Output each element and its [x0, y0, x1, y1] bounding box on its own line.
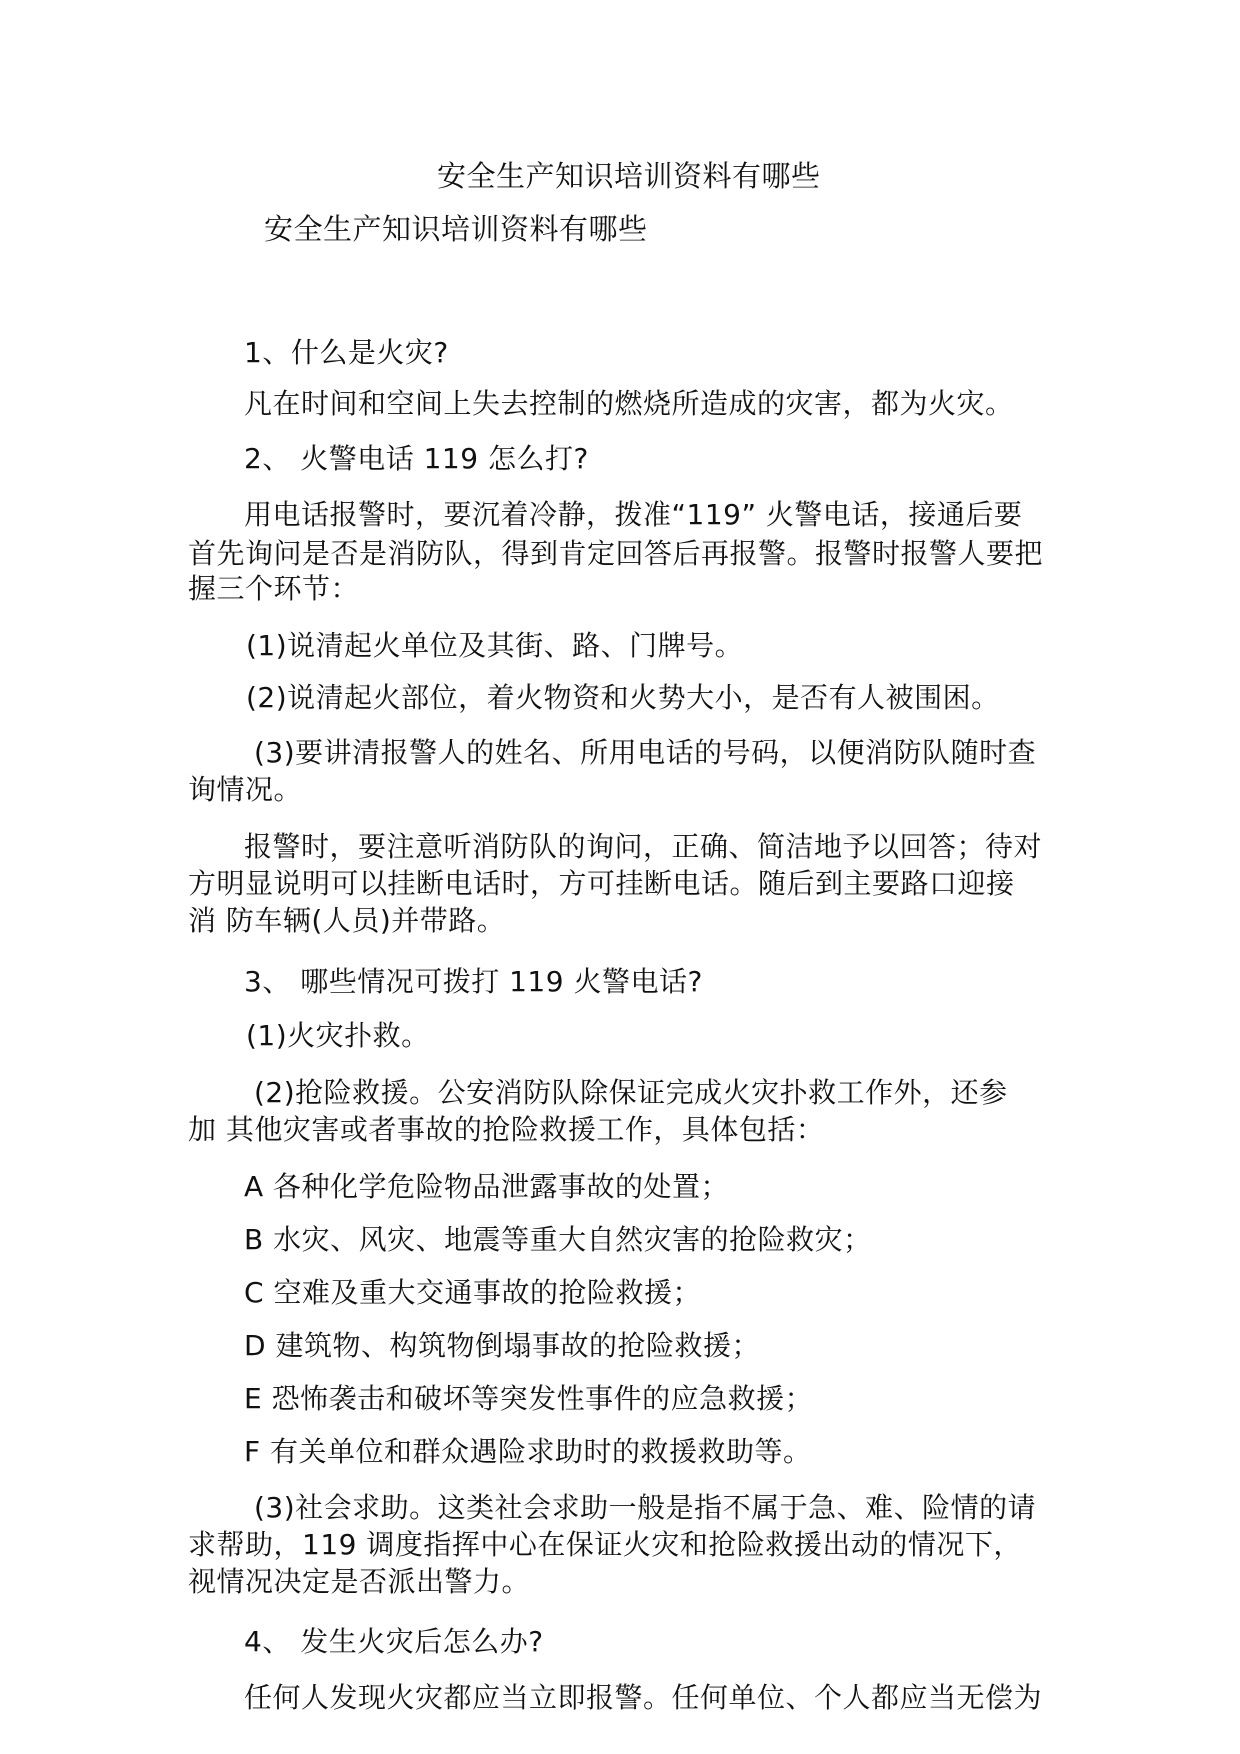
document-subtitle: 安全生产知识培训资料有哪些 — [264, 212, 648, 246]
document-title: 安全生产知识培训资料有哪些 — [437, 159, 821, 193]
paragraph-line: 消 防车辆(人员)并带路。 — [188, 904, 506, 937]
list-item: B 水灾、风灾、地震等重大自然灾害的抢险救灾； — [244, 1223, 872, 1256]
heading-4: 4、 发生火灾后怎么办? — [244, 1625, 544, 1658]
list-item: (3)要讲清报警人的姓名、所用电话的号码，以便消防队随时查 — [254, 736, 1037, 769]
heading-1: 1、什么是火灾? — [244, 336, 449, 369]
paragraph-line: 报警时，要注意听消防队的询问，正确、简洁地予以回答；待对 — [244, 830, 1043, 863]
paragraph-line: 任何人发现火灾都应当立即报警。任何单位、个人都应当无偿为 — [244, 1681, 1043, 1714]
paragraph-line: 方明显说明可以挂断电话时，方可挂断电话。随后到主要路口迎接 — [188, 867, 1015, 900]
heading-2: 2、 火警电话 119 怎么打? — [244, 442, 589, 475]
paragraph-line: 握三个环节： — [188, 572, 360, 605]
list-item: A 各种化学危险物品泄露事故的处置； — [244, 1170, 730, 1203]
paragraph-line: 求帮助，119 调度指挥中心在保证火灾和抢险救援出动的情况下， — [188, 1528, 1022, 1561]
paragraph-line: 视情况决定是否派出警力。 — [188, 1565, 531, 1598]
list-item: (1)说清起火单位及其街、路、门牌号。 — [246, 629, 744, 662]
paragraph-line: 询情况。 — [188, 773, 303, 806]
paragraph-line: 凡在时间和空间上失去控制的燃烧所造成的灾害，都为火灾。 — [244, 387, 1014, 420]
list-item: E 恐怖袭击和破坏等突发性事件的应急救援； — [244, 1382, 814, 1415]
list-item: F 有关单位和群众遇险求助时的救援救助等。 — [244, 1435, 812, 1468]
paragraph-line: 加 其他灾害或者事故的抢险救援工作，具体包括： — [188, 1113, 825, 1146]
list-item: (3)社会求助。这类社会求助一般是指不属于急、难、险情的请 — [254, 1491, 1037, 1524]
list-item: (2)说清起火部位，着火物资和火势大小，是否有人被围困。 — [246, 681, 1000, 714]
list-item: D 建筑物、构筑物倒塌事故的抢险救援； — [244, 1329, 760, 1362]
paragraph-line: 用电话报警时，要沉着冷静，拨准“119” 火警电话，接通后要 — [244, 498, 1023, 531]
list-item: C 空难及重大交通事故的抢险救援； — [244, 1276, 701, 1309]
heading-3: 3、 哪些情况可拨打 119 火警电话? — [244, 965, 703, 998]
list-item: (2)抢险救援。公安消防队除保证完成火灾扑救工作外，还参 — [254, 1076, 1008, 1109]
list-item: (1)火灾扑救。 — [246, 1019, 430, 1052]
paragraph-line: 首先询问是否是消防队，得到肯定回答后再报警。报警时报警人要把 — [188, 537, 1044, 570]
